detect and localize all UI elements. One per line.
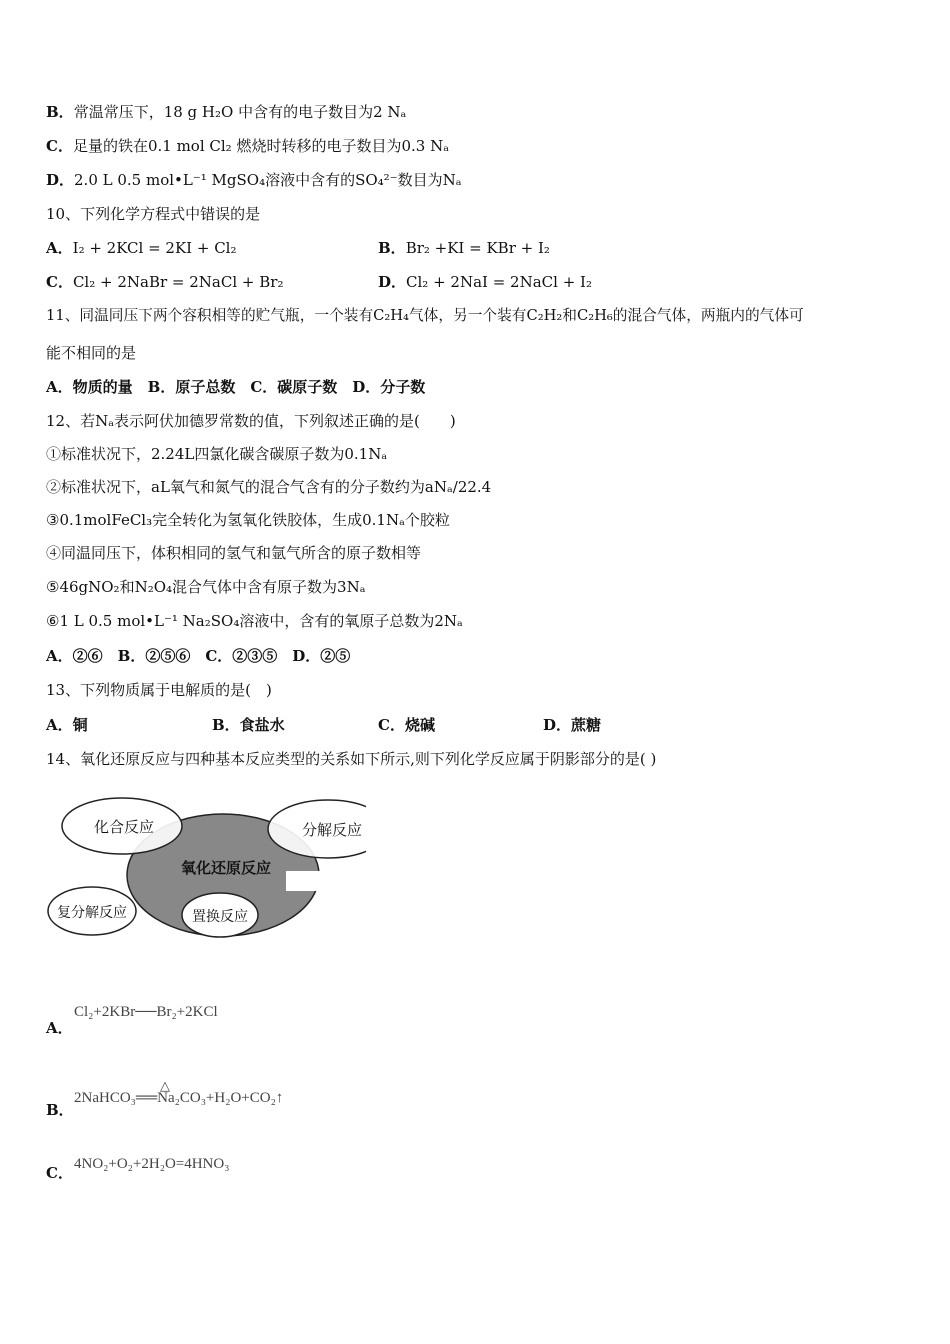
option-label: C．	[46, 273, 73, 291]
q14-option-b-label: B．	[46, 1101, 74, 1119]
double-displacement-label: 复分解反应	[57, 905, 127, 921]
q11-stem-line1: 11、同温同压下两个容积相等的贮气瓶，一个装有C₂H₄气体，另一个装有C₂H₂和C₂H₆的混合气体，两瓶内的气体可	[46, 307, 804, 324]
q10-option-d	[378, 272, 592, 292]
q12-statement-6: ⑥1 L 0.5 mol•L⁻¹ Na₂SO₄溶液中，含有的氧原子总数为2Nₐ	[46, 612, 463, 630]
q10-option-c	[46, 272, 283, 292]
option-text: 2.0 L 0.5 mol•L⁻¹ MgSO₄溶液中含有的SO₄²⁻数目为Nₐ	[74, 171, 462, 189]
q9-option-b	[46, 102, 406, 122]
q13-option-d: D．蔗糖	[543, 716, 602, 734]
q11-stem-line2: 能不相同的是	[46, 344, 137, 362]
q12-statement-1: ①标准状况下，2.24L四氯化碳含碳原子数为0.1Nₐ	[46, 445, 388, 463]
q12-statement-2: ②标准状况下，aL氧气和氮气的混合气含有的分子数约为aNₐ/22.4	[46, 478, 492, 496]
option-text: Br₂ +KI = KBr + I₂	[405, 239, 550, 257]
q12-stem: 12、若Nₐ表示阿伏加德罗常数的值，下列叙述正确的是( )	[46, 412, 456, 430]
q12-options: A．②⑥ B．②⑤⑥ C．②③⑤ D．②⑤	[46, 647, 351, 665]
option-text: Cl₂ + 2NaI = 2NaCl + I₂	[406, 273, 592, 291]
q14-option-b-equation: 2NaHCO₃══Na₂CO₃+H₂O+CO₂↑	[74, 1090, 284, 1106]
q13-option-b: B．食盐水	[212, 716, 285, 734]
displacement-label: 置换反应	[192, 909, 248, 925]
q14-option-c-equation: 4NO₂+O₂+2H₂O=4HNO₃	[74, 1156, 230, 1172]
option-label: B．	[46, 103, 74, 121]
option-label: D．	[378, 273, 407, 291]
q12-statement-4: ④同温同压下，体积相同的氢气和氩气所含的原子数相等	[46, 544, 422, 562]
q14-option-a-equation: Cl₂+2KBr──Br₂+2KCl	[74, 1004, 218, 1020]
q12-statement-5: ⑤46gNO₂和N₂O₄混合气体中含有原子数为3Nₐ	[46, 578, 366, 596]
q10-stem: 10、下列化学方程式中错误的是	[46, 205, 261, 223]
option-label: C．	[46, 137, 73, 155]
redox-label: 氧化还原反应	[180, 859, 272, 877]
combination-label: 化合反应	[93, 818, 155, 836]
q14-option-c-label: C．	[46, 1164, 73, 1182]
q14-stem: 14、氧化还原反应与四种基本反应类型的关系如下所示,则下列化学反应属于阴影部分的是( )	[46, 750, 657, 768]
q13-option-a: A．铜	[46, 716, 88, 734]
option-text: 足量的铁在0.1 mol Cl₂ 燃烧时转移的电子数目为0.3 Nₐ	[72, 137, 449, 155]
q10-option-b	[378, 238, 550, 258]
option-text: 常温常压下，18 g H₂O 中含有的电子数目为2 Nₐ	[73, 103, 407, 121]
option-label: D．	[46, 171, 75, 189]
q13-stem: 13、下列物质属于电解质的是( )	[46, 681, 272, 699]
q9-option-c	[46, 136, 449, 156]
q14-option-a-label: A．	[46, 1019, 73, 1037]
q12-statement-3: ③0.1molFeCl₃完全转化为氢氧化铁胶体，生成0.1Nₐ个胶粒	[46, 511, 450, 529]
q14-option-b-condition: △	[160, 1078, 170, 1093]
option-label: B．	[378, 239, 406, 257]
q13-option-c: C．烧碱	[378, 716, 435, 734]
q11-options: A．物质的量 B．原子总数 C．碳原子数 D．分子数	[46, 378, 426, 396]
q10-option-a	[46, 238, 236, 258]
option-text: I₂ + 2KCl = 2KI + Cl₂	[72, 239, 237, 257]
decomposition-label: 分解反应	[301, 821, 363, 839]
option-text: Cl₂ + 2NaBr = 2NaCl + Br₂	[72, 273, 284, 291]
option-label: A．	[46, 239, 73, 257]
reaction-type-diagram	[46, 795, 366, 945]
q9-option-d	[46, 170, 462, 190]
